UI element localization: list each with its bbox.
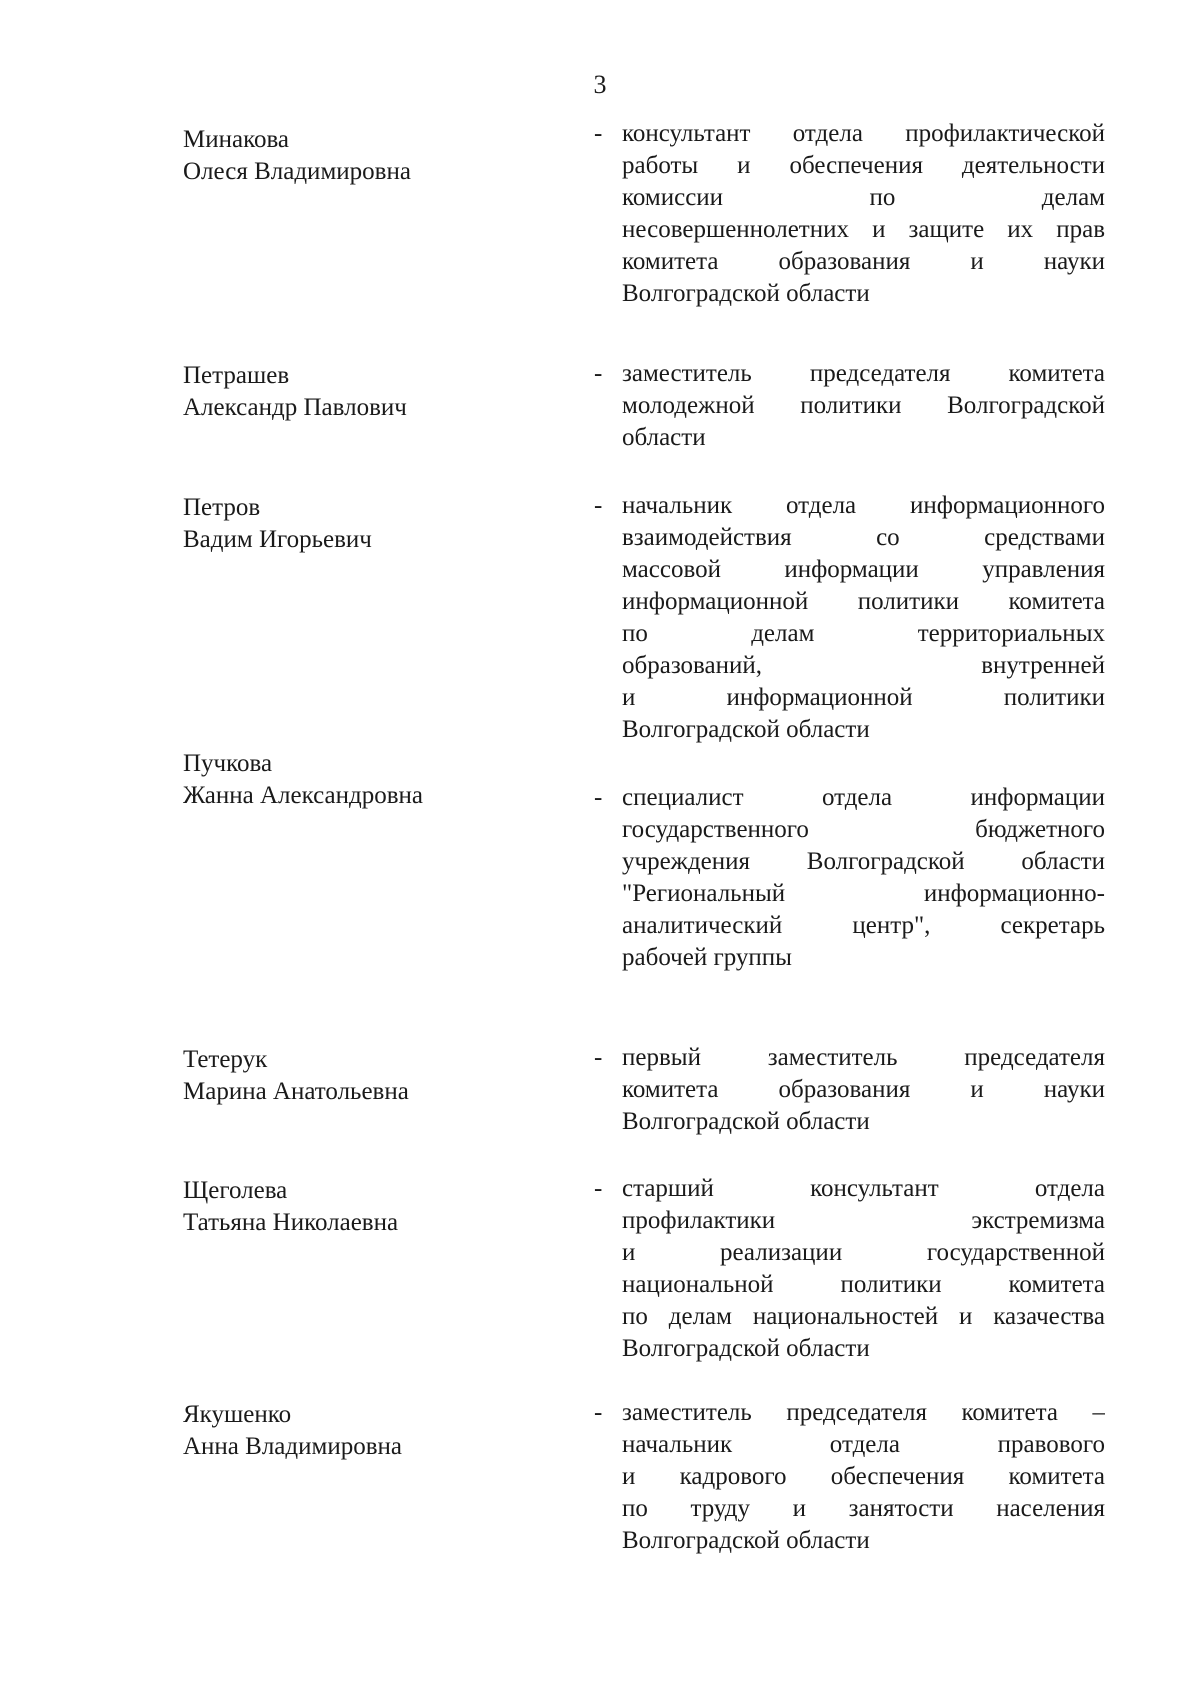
member-name	[183, 1175, 543, 1239]
position-line: и кадрового обеспечения комитета	[622, 1463, 1105, 1490]
position-line: аналитический центр", секретарь	[622, 912, 1105, 939]
position-line: "Региональный информационно-	[622, 880, 1105, 907]
position-line: образований, внутренней	[622, 652, 1105, 679]
member-position	[622, 358, 1105, 454]
dash-separator: -	[594, 1399, 603, 1426]
member-given-names: Александр Павлович	[183, 394, 407, 421]
position-line: заместитель председателя комитета	[622, 360, 1105, 387]
member-name	[183, 1399, 543, 1463]
position-line: Волгоградской области	[622, 716, 870, 743]
position-line: учреждения Волгоградской области	[622, 848, 1105, 875]
position-line: консультант отдела профилактической	[622, 120, 1105, 147]
position-line: информационной политики комитета	[622, 588, 1105, 615]
position-line: комиссии по делам	[622, 184, 1105, 211]
position-line: заместитель председателя комитета –	[622, 1399, 1105, 1426]
position-line: по делам территориальных	[622, 620, 1105, 647]
member-given-names: Анна Владимировна	[183, 1433, 402, 1460]
position-line: национальной политики комитета	[622, 1271, 1105, 1298]
member-surname: Петров	[183, 494, 261, 521]
member-position	[622, 1173, 1105, 1365]
member-position	[622, 118, 1105, 310]
position-line: массовой информации управления	[622, 556, 1105, 583]
member-surname: Пучкова	[183, 750, 273, 777]
member-given-names: Вадим Игорьевич	[183, 526, 372, 553]
position-line: первый заместитель председателя	[622, 1044, 1105, 1071]
member-given-names: Жанна Александровна	[183, 782, 424, 809]
member-name	[183, 1044, 543, 1108]
position-line: Волгоградской области	[622, 280, 870, 307]
position-line: области	[622, 424, 706, 451]
position-line: работы и обеспечения деятельности	[622, 152, 1105, 179]
position-line: Волгоградской области	[622, 1335, 870, 1362]
position-line: Волгоградской области	[622, 1527, 870, 1554]
page-number: 3	[593, 70, 607, 99]
member-given-names: Олеся Владимировна	[183, 158, 411, 185]
member-surname: Якушенко	[183, 1401, 292, 1428]
member-given-names: Татьяна Николаевна	[183, 1209, 399, 1236]
member-surname: Минакова	[183, 126, 290, 153]
position-line: профилактики экстремизма	[622, 1207, 1105, 1234]
position-line: по делам национальностей и казачества	[622, 1303, 1105, 1330]
dash-separator: -	[594, 492, 603, 519]
position-line: по труду и занятости населения	[622, 1495, 1105, 1522]
position-line: и информационной политики	[622, 684, 1105, 711]
dash-separator: -	[594, 1175, 603, 1202]
position-line: и реализации государственной	[622, 1239, 1105, 1266]
position-line: Волгоградской области	[622, 1108, 870, 1135]
member-position	[622, 782, 1105, 974]
position-line: молодежной политики Волгоградской	[622, 392, 1105, 419]
position-line: государственного бюджетного	[622, 816, 1105, 843]
position-line: комитета образования и науки	[622, 248, 1105, 275]
position-line: несовершеннолетних и защите их прав	[622, 216, 1105, 243]
member-position	[622, 1042, 1105, 1138]
member-name	[183, 748, 543, 812]
dash-separator: -	[594, 784, 603, 811]
position-line: специалист отдела информации	[622, 784, 1105, 811]
position-line: старший консультант отдела	[622, 1175, 1105, 1202]
position-line: рабочей группы	[622, 944, 792, 971]
member-surname: Щеголева	[183, 1177, 288, 1204]
member-name	[183, 492, 543, 556]
member-surname: Тетерук	[183, 1046, 268, 1073]
dash-separator: -	[594, 1044, 603, 1071]
member-position	[622, 1397, 1105, 1557]
member-position	[622, 490, 1105, 746]
member-name	[183, 360, 543, 424]
position-line: начальник отдела правового	[622, 1431, 1105, 1458]
member-given-names: Марина Анатольевна	[183, 1078, 409, 1105]
member-name	[183, 124, 543, 188]
position-line: начальник отдела информационного	[622, 492, 1105, 519]
member-surname: Петрашев	[183, 362, 290, 389]
position-line: взаимодействия со средствами	[622, 524, 1105, 551]
dash-separator: -	[594, 360, 603, 387]
position-line: комитета образования и науки	[622, 1076, 1105, 1103]
dash-separator: -	[594, 120, 603, 147]
